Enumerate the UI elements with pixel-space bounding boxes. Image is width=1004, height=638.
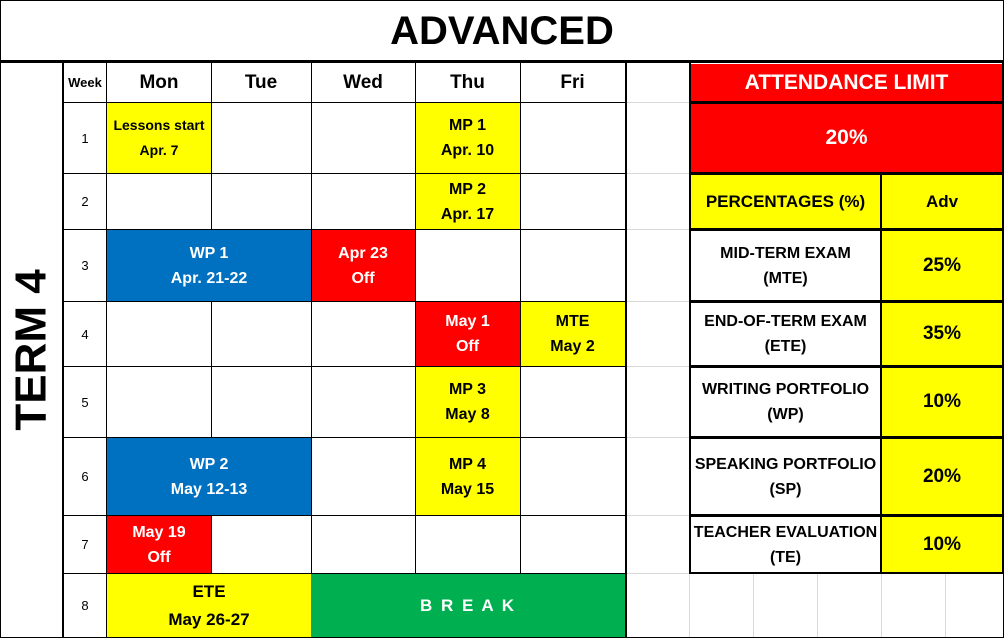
faint-grid-line — [881, 574, 882, 637]
component-label-cell — [691, 303, 880, 365]
adv-header — [882, 175, 1002, 228]
faint-grid-line — [817, 574, 818, 637]
mp3-cell — [415, 367, 520, 437]
day-header-thu: Thu — [450, 71, 485, 93]
day-header-wed: Wed — [343, 71, 383, 93]
panel-border — [689, 62, 691, 574]
term-label-cell — [1, 63, 63, 637]
mp1-text: MP 1 Apr. 10 — [440, 117, 495, 159]
grid-line — [64, 102, 626, 103]
panel-border — [689, 436, 1004, 439]
wp1-cell — [107, 230, 311, 301]
break-text: B R E A K — [419, 595, 517, 615]
grid-line — [106, 62, 107, 638]
grid-line — [64, 173, 626, 174]
may1-off-cell — [415, 302, 520, 366]
may1-off-text: May 1 Off — [445, 313, 490, 355]
mp4-cell — [415, 438, 520, 515]
faint-grid-line — [627, 573, 689, 574]
grid-line — [64, 437, 626, 438]
grid-line — [415, 62, 416, 574]
component-value: 20% — [922, 465, 962, 487]
panel-border — [689, 572, 1004, 574]
panel-border — [880, 173, 882, 574]
mp2-text: MP 2 Apr. 17 — [440, 180, 495, 223]
apr23-off-text: Apr 23 Off — [338, 244, 388, 287]
lessons-start-cell — [107, 103, 211, 173]
component-value-cell — [882, 368, 1002, 436]
page-title: ADVANCED — [390, 8, 614, 53]
wp1-text: WP 1 Apr. 21-22 — [170, 244, 248, 287]
component-value-cell — [882, 303, 1002, 365]
week-number: 5 — [81, 394, 89, 410]
component-label: WRITING PORTFOLIO (WP) — [701, 381, 870, 423]
week-number: 7 — [81, 537, 89, 552]
component-label-cell — [691, 439, 880, 514]
component-value: 35% — [922, 323, 962, 344]
week-number: 3 — [81, 258, 89, 273]
wp2-text: WP 2 May 12-13 — [170, 455, 248, 498]
component-value: 25% — [922, 254, 962, 276]
week-number: 4 — [81, 326, 89, 342]
faint-grid-line — [627, 102, 689, 103]
grid-line — [311, 62, 312, 574]
component-label-cell — [691, 517, 880, 572]
mte-cell — [520, 302, 625, 366]
calendar-right-border — [625, 62, 627, 638]
adv-header-label: Adv — [925, 191, 959, 211]
may19-off-text: May 19 Off — [132, 523, 186, 566]
percentages-header — [691, 175, 880, 228]
day-header-mon: Mon — [139, 71, 179, 93]
week-number: 1 — [81, 130, 89, 146]
faint-grid-line — [627, 229, 689, 230]
panel-border — [689, 514, 1004, 517]
term-label: TERM 4 — [7, 269, 57, 431]
ete-cell — [107, 574, 311, 637]
wp2-cell — [107, 438, 311, 515]
grid-line — [211, 515, 212, 574]
faint-grid-line — [945, 574, 946, 637]
panel-border — [689, 101, 1004, 104]
panel-border — [689, 300, 1004, 303]
faint-grid-line — [627, 515, 689, 516]
break-cell — [311, 574, 625, 637]
week-number: 6 — [81, 469, 89, 484]
faint-grid-line — [689, 574, 690, 637]
panel-border — [689, 172, 1004, 175]
mp1-cell — [415, 103, 520, 173]
mp2-cell — [415, 174, 520, 229]
grid-line — [64, 515, 626, 516]
ete-text: ETE May 26-27 — [168, 581, 250, 629]
component-label: TEACHER EVALUATION (TE) — [693, 523, 878, 566]
component-label: MID-TERM EXAM (MTE) — [720, 244, 851, 287]
faint-grid-line — [627, 301, 689, 302]
faint-grid-line — [627, 366, 689, 367]
grid-line — [64, 573, 626, 574]
component-value: 10% — [922, 533, 962, 555]
mp4-text: MP 4 May 15 — [440, 455, 495, 498]
grid-line — [64, 229, 626, 230]
grid-line — [64, 366, 626, 367]
mte-text: MTE May 2 — [550, 313, 595, 355]
attendance-limit-value: 20% — [825, 126, 868, 149]
grid-line — [64, 301, 626, 302]
percentages-header-label: PERCENTAGES (%) — [705, 191, 866, 211]
apr23-off-cell — [311, 230, 415, 301]
component-value: 10% — [922, 391, 962, 412]
grid-line — [211, 301, 212, 438]
attendance-limit-value-cell — [691, 104, 1002, 172]
faint-grid-line — [753, 574, 754, 637]
component-label-cell — [691, 368, 880, 436]
component-value-cell — [882, 517, 1002, 572]
term-divider — [62, 62, 64, 638]
faint-grid-line — [627, 173, 689, 174]
week-number: 2 — [81, 194, 89, 209]
panel-border — [689, 228, 1004, 231]
attendance-limit-header — [691, 64, 1002, 101]
component-label-cell — [691, 231, 880, 300]
faint-grid-line — [627, 437, 689, 438]
week-header: Week — [68, 75, 102, 90]
title-divider — [0, 60, 1004, 63]
component-label: END-OF-TERM EXAM (ETE) — [704, 313, 867, 355]
grid-line — [520, 62, 521, 574]
week-number: 8 — [81, 598, 89, 613]
mp3-text: MP 3 May 8 — [445, 381, 490, 423]
day-header-tue: Tue — [244, 71, 278, 93]
attendance-limit-title: ATTENDANCE LIMIT — [744, 70, 949, 94]
component-value-cell — [882, 231, 1002, 300]
component-value-cell — [882, 439, 1002, 514]
day-header-fri: Fri — [560, 71, 585, 93]
component-label: SPEAKING PORTFOLIO (SP) — [694, 455, 877, 498]
grid-line — [211, 62, 212, 230]
lessons-start-text: Lessons start Apr. 7 — [113, 117, 205, 158]
may19-off-cell — [107, 516, 211, 573]
panel-border — [689, 365, 1004, 368]
